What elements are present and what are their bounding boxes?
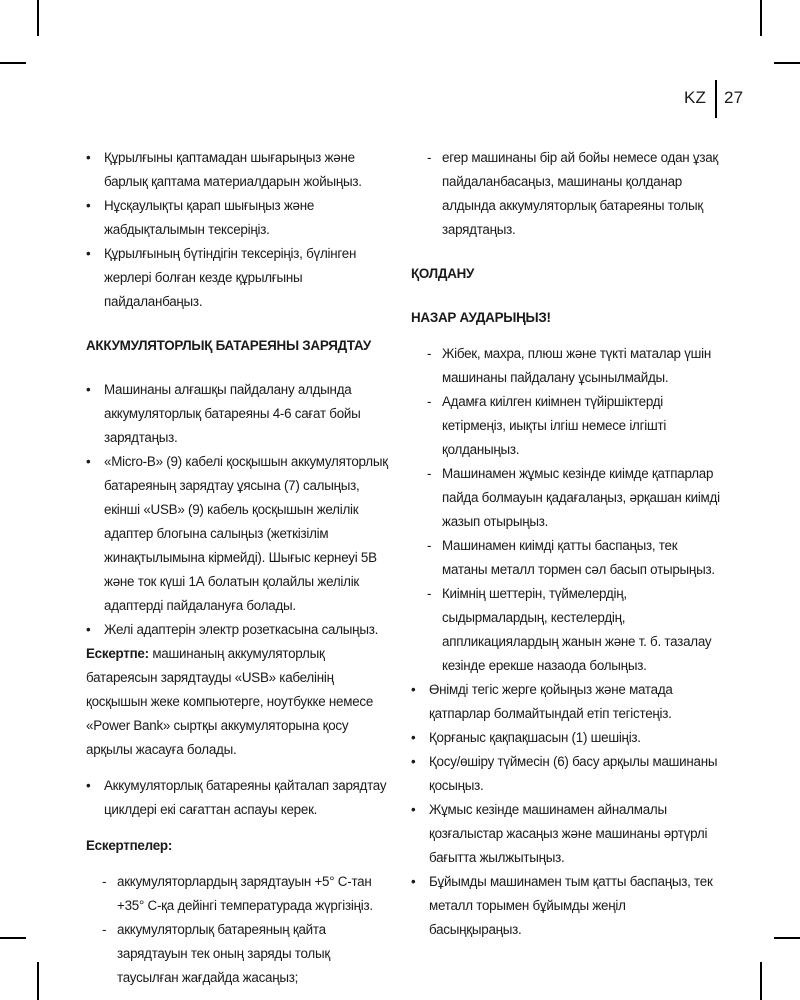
list-item: • Өнімді тегіс жерге қойыңыз және матада қатпарлар болмайтындай етіп тегістеңіз. [411,678,721,726]
continued-notes-list [411,146,721,242]
crop-mark [760,0,762,36]
list-item: • Құрылғының бүтіндігін тексеріңіз, бүлінген жерлері болған кезде құрылғыны пайдаланбаңыз. [86,242,391,314]
list-item: - егер машинаны бір ай бойы немесе одан ұзақ пайдаланбасаңыз, машинаны қолданар алдында аккумуляторлық батареяны толық зарядтаңыз. [427,146,721,242]
warning-heading: НАЗАР АУДАРЫҢЫЗ! [411,310,551,325]
crop-mark [0,62,26,64]
list-item: - Машинамен жұмыс кезінде киімде қатпарлар пайда болмауын қадағалаңыз, әрқашан киімді жазып отырыңыз. [427,462,721,534]
list-item: • Қосу/өшіру түймесін (6) басу арқылы машинаны қосыңыз. [411,750,721,798]
list-item: - Машинамен киімді қатты баспаңыз, тек матаны металл тормен сәл басып отырыңыз. [427,534,721,582]
list-item: - аккумуляторлық батареяның қайта зарядтауын тек оның заряды толық таусылған жағдайда жасаңыз; [102,918,391,990]
usage-list [411,678,721,942]
crop-mark [774,62,800,64]
warning-list [411,342,721,678]
left-column [86,146,391,990]
crop-mark [0,937,26,939]
crop-mark [37,0,39,36]
intro-list [86,146,391,314]
list-item: • Нұсқаулықты қарап шығыңыз және жабдықталымын тексеріңіз. [86,194,391,242]
header-divider [715,80,717,118]
list-item: • Машинаны алғашқы пайдалану алдында аккумуляторлық батареяны 4-6 сағат бойы зарядтаңыз. [86,378,391,450]
list-item: • Аккумуляторлық батареяны қайталап зарядтау циклдері екі сағаттан аспауы керек. [86,774,391,822]
crop-mark [760,962,762,1000]
list-item: • Жұмыс кезінде машинамен айналмалы қозғалыстар жасаңыз және машинаны әртүрлі бағытта жылжытыңыз. [411,798,721,870]
crop-mark [37,962,39,1000]
list-item: • «Micro-B» (9) кабелі қосқышын аккумуляторлық батареяның зарядтау ұясына (7) салыңыз, екінші «USB» (9) кабель қосқышын желілік адаптер блогына салыңыз (жеткізілім жинақтылымына кірмейді). Шығыс кернеуі 5В және ток күші 1А болатын қолайлы желілік адаптерді пайдалануға болады. [86,450,391,618]
page-number: 27 [724,88,744,107]
list-item: - Адамға киілген киімнен түйіршіктерді кетірмеңіз, иықты ілгіш немесе ілгішті қолданыңыз. [427,390,721,462]
charging-list [86,378,391,642]
cycle-list [86,774,391,822]
list-item: - аккумуляторлардың зарядтауын +5° С-тан +35° С-қа дейінгі температурада жүргізіңіз. [102,870,391,918]
list-item: • Қорғаныс қақпақшасын (1) шешіңіз. [411,726,721,750]
note-text: машинаның аккумуляторлық батареясын зарядтауды «USB» кабелінің қосқышын жеке компьютерге, ноутбукке немесе «Power Bank» сыртқы аккумуляторына қосу арқылы жасауға болады. [86,646,374,757]
list-item: - Жібек, махра, плюш және түкті маталар үшін машинаны пайдалану ұсынылмайды. [427,342,721,390]
notes-list [86,870,391,990]
list-item: • Құрылғыны қаптамадан шығарыңыз және барлық қаптама материалдарын жойыңыз. [86,146,391,194]
list-item: • Бұйымды машинамен тым қатты баспаңыз, тек металл торымен бұйымды жеңіл басыңқыраңыз. [411,870,721,942]
section-heading-usage: ҚОЛДАНУ [411,266,475,281]
charging-note [86,642,391,762]
section-heading-charging: АККУМУЛЯТОРЛЫҚ БАТАРЕЯНЫ ЗАРЯДТАУ [86,338,371,353]
crop-mark [774,937,800,939]
notes-heading: Ескертпелер: [86,838,173,853]
right-column [411,146,721,942]
list-item: • Желі адаптерін электр розеткасына салыңыз. [86,618,391,642]
language-code: KZ [684,88,707,107]
note-label: Ескертпе: [86,646,149,661]
list-item: - Киімнің шеттерін, түймелердің, сыдырмалардың, кестелердің, аппликациялардың жанын және т. б. тазалау кезінде ерекше назаода болыңыз. [427,582,721,678]
